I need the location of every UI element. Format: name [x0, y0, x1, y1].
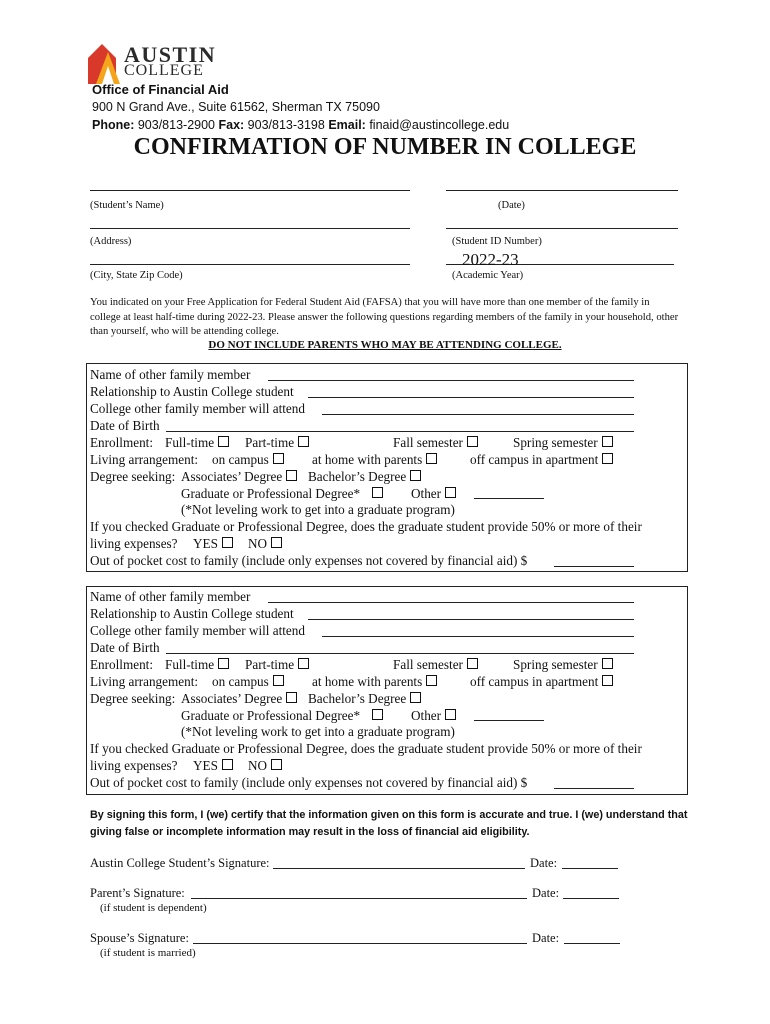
- fall-semester-option[interactable]: Fall semester: [393, 657, 478, 673]
- academic-year-value: 2022-23: [462, 250, 519, 269]
- parent-signature-label: Parent’s Signature:: [90, 886, 185, 900]
- email-link[interactable]: finaid@austincollege.edu: [369, 118, 510, 132]
- parent-signature-field[interactable]: [191, 898, 527, 899]
- spring-semester-option[interactable]: Spring semester: [513, 435, 613, 451]
- part-time-option[interactable]: Part-time: [245, 657, 309, 673]
- other-checkbox[interactable]: [445, 487, 456, 498]
- bachelors-option[interactable]: Bachelor’s Degree: [308, 469, 421, 485]
- certification-statement: By signing this form, I (we) certify that the information given on this form is accurate and true. I (we) understand that giving false or incomplete information may result in the loss of financial aid eligibility.: [90, 809, 688, 838]
- part-time-checkbox[interactable]: [298, 658, 309, 669]
- associates-checkbox[interactable]: [286, 692, 297, 703]
- off-campus-checkbox[interactable]: [602, 453, 613, 464]
- other-field[interactable]: [474, 720, 544, 721]
- on-campus-checkbox[interactable]: [273, 675, 284, 686]
- degree-label: Degree seeking:: [90, 469, 176, 484]
- oop-field[interactable]: [554, 788, 634, 789]
- off-campus-checkbox[interactable]: [602, 675, 613, 686]
- spouse-signature-label: Spouse’s Signature:: [90, 931, 189, 945]
- no-checkbox[interactable]: [271, 759, 282, 770]
- graduate-option[interactable]: Graduate or Professional Degree*: [181, 708, 383, 724]
- living-label: Living arrangement:: [90, 674, 199, 689]
- oop-label: Out of pocket cost to family (include only expenses not covered by financial aid) $: [90, 775, 528, 790]
- graduate-note: (*Not leveling work to get into a graduate program): [181, 724, 455, 739]
- parent-date-label: Date:: [532, 886, 560, 900]
- on-campus-option[interactable]: on campus: [212, 674, 284, 690]
- off-campus-option[interactable]: off campus in apartment: [470, 674, 613, 690]
- member-name-field[interactable]: [268, 380, 634, 381]
- college-field[interactable]: [322, 636, 634, 637]
- spring-semester-checkbox[interactable]: [602, 436, 613, 447]
- dob-label: Date of Birth: [90, 640, 160, 655]
- off-campus-option[interactable]: off campus in apartment: [470, 452, 613, 468]
- relationship-field[interactable]: [308, 397, 634, 398]
- city-caption: (City, State Zip Code): [90, 270, 183, 281]
- dob-label: Date of Birth: [90, 418, 160, 433]
- phone-label: Phone:: [92, 118, 135, 132]
- graduate-question: If you checked Graduate or Professional Degree, does the graduate student provide 50% or more of their: [90, 519, 642, 534]
- fax-label: Fax:: [218, 118, 245, 132]
- home-parents-checkbox[interactable]: [426, 453, 437, 464]
- home-parents-option[interactable]: at home with parents: [312, 674, 437, 690]
- full-time-option[interactable]: Full-time: [165, 435, 229, 451]
- college-field[interactable]: [322, 414, 634, 415]
- student-date-label: Date:: [530, 856, 558, 870]
- bachelors-option[interactable]: Bachelor’s Degree: [308, 691, 421, 707]
- bachelors-checkbox[interactable]: [410, 692, 421, 703]
- member-name-label: Name of other family member: [90, 367, 251, 382]
- fall-semester-checkbox[interactable]: [467, 658, 478, 669]
- spouse-note: (if student is married): [100, 947, 196, 959]
- other-checkbox[interactable]: [445, 709, 456, 720]
- email-label: Email:: [328, 118, 366, 132]
- spring-semester-checkbox[interactable]: [602, 658, 613, 669]
- no-checkbox[interactable]: [271, 537, 282, 548]
- student-signature-field[interactable]: [273, 868, 525, 869]
- enrollment-label: Enrollment:: [90, 657, 153, 672]
- oop-field[interactable]: [554, 566, 634, 567]
- living-expenses-label: living expenses?: [90, 536, 178, 551]
- date-caption: (Date): [498, 200, 525, 211]
- enrollment-label: Enrollment:: [90, 435, 153, 450]
- fall-semester-checkbox[interactable]: [467, 436, 478, 447]
- student-date-field[interactable]: [562, 868, 618, 869]
- yes-option[interactable]: YES: [193, 758, 233, 774]
- graduate-note: (*Not leveling work to get into a graduate program): [181, 502, 455, 517]
- relationship-field[interactable]: [308, 619, 634, 620]
- fall-semester-option[interactable]: Fall semester: [393, 435, 478, 451]
- address-field[interactable]: [90, 228, 410, 229]
- member-name-label: Name of other family member: [90, 589, 251, 604]
- parents-warning: DO NOT INCLUDE PARENTS WHO MAY BE ATTENDING COLLEGE.: [208, 339, 562, 351]
- parent-date-field[interactable]: [563, 898, 619, 899]
- form-title: CONFIRMATION OF NUMBER IN COLLEGE: [133, 134, 637, 160]
- full-time-checkbox[interactable]: [218, 436, 229, 447]
- address-caption: (Address): [90, 236, 132, 247]
- student-id-field[interactable]: [446, 228, 678, 229]
- student-id-caption: (Student ID Number): [452, 236, 542, 247]
- student-name-field[interactable]: [90, 190, 410, 191]
- part-time-checkbox[interactable]: [298, 436, 309, 447]
- graduate-checkbox[interactable]: [372, 487, 383, 498]
- home-parents-checkbox[interactable]: [426, 675, 437, 686]
- spouse-signature-field[interactable]: [193, 943, 527, 944]
- part-time-option[interactable]: Part-time: [245, 435, 309, 451]
- other-option[interactable]: Other: [411, 708, 456, 724]
- graduate-option[interactable]: Graduate or Professional Degree*: [181, 486, 383, 502]
- graduate-checkbox[interactable]: [372, 709, 383, 720]
- parent-note: (if student is dependent): [100, 902, 207, 914]
- intro-paragraph: You indicated on your Free Application for Federal Student Aid (FAFSA) that you will have more than one member of the family in college at least half-time during 2022-23. Please answer the following questions regarding members of the family in your household, other than yourself, who will be attending college.: [90, 297, 679, 337]
- relationship-label: Relationship to Austin College student: [90, 384, 294, 399]
- yes-option[interactable]: YES: [193, 536, 233, 552]
- office-contact: [92, 118, 509, 132]
- no-option[interactable]: NO: [248, 536, 282, 552]
- bachelors-checkbox[interactable]: [410, 470, 421, 481]
- city-field[interactable]: [90, 264, 410, 265]
- other-field[interactable]: [474, 498, 544, 499]
- full-time-checkbox[interactable]: [218, 658, 229, 669]
- yes-checkbox[interactable]: [222, 537, 233, 548]
- student-name-caption: (Student’s Name): [90, 200, 164, 211]
- dob-field[interactable]: [166, 653, 634, 654]
- student-signature-label: Austin College Student’s Signature:: [90, 856, 270, 870]
- relationship-label: Relationship to Austin College student: [90, 606, 294, 621]
- austin-college-logo-icon: [88, 44, 120, 84]
- full-time-option[interactable]: Full-time: [165, 657, 229, 673]
- academic-year-caption: (Academic Year): [452, 270, 524, 281]
- associates-option[interactable]: Associates’ Degree: [181, 691, 297, 707]
- associates-checkbox[interactable]: [286, 470, 297, 481]
- spring-semester-option[interactable]: Spring semester: [513, 657, 613, 673]
- spouse-date-label: Date:: [532, 931, 560, 945]
- living-label: Living arrangement:: [90, 452, 199, 467]
- spouse-date-field[interactable]: [564, 943, 620, 944]
- degree-label: Degree seeking:: [90, 691, 176, 706]
- no-option[interactable]: NO: [248, 758, 282, 774]
- graduate-question: If you checked Graduate or Professional Degree, does the graduate student provide 50% or more of their: [90, 741, 642, 756]
- logo-wordmark-bottom: COLLEGE: [124, 62, 204, 79]
- on-campus-option[interactable]: on campus: [212, 452, 284, 468]
- college-label: College other family member will attend: [90, 623, 305, 638]
- member-name-field[interactable]: [268, 602, 634, 603]
- phone-value: 903/813-2900: [137, 118, 215, 132]
- associates-option[interactable]: Associates’ Degree: [181, 469, 297, 485]
- office-address: 900 N Grand Ave., Suite 61562, Sherman TX 75090: [92, 100, 380, 114]
- other-option[interactable]: Other: [411, 486, 456, 502]
- yes-checkbox[interactable]: [222, 759, 233, 770]
- living-expenses-label: living expenses?: [90, 758, 178, 773]
- home-parents-option[interactable]: at home with parents: [312, 452, 437, 468]
- college-label: College other family member will attend: [90, 401, 305, 416]
- oop-label: Out of pocket cost to family (include only expenses not covered by financial aid) $: [90, 553, 528, 568]
- fax-value: 903/813-3198: [247, 118, 325, 132]
- office-name: Office of Financial Aid: [92, 82, 229, 97]
- dob-field[interactable]: [166, 431, 634, 432]
- on-campus-checkbox[interactable]: [273, 453, 284, 464]
- logo-wordmark-top: AUSTIN: [124, 42, 217, 67]
- date-field[interactable]: [446, 190, 678, 191]
